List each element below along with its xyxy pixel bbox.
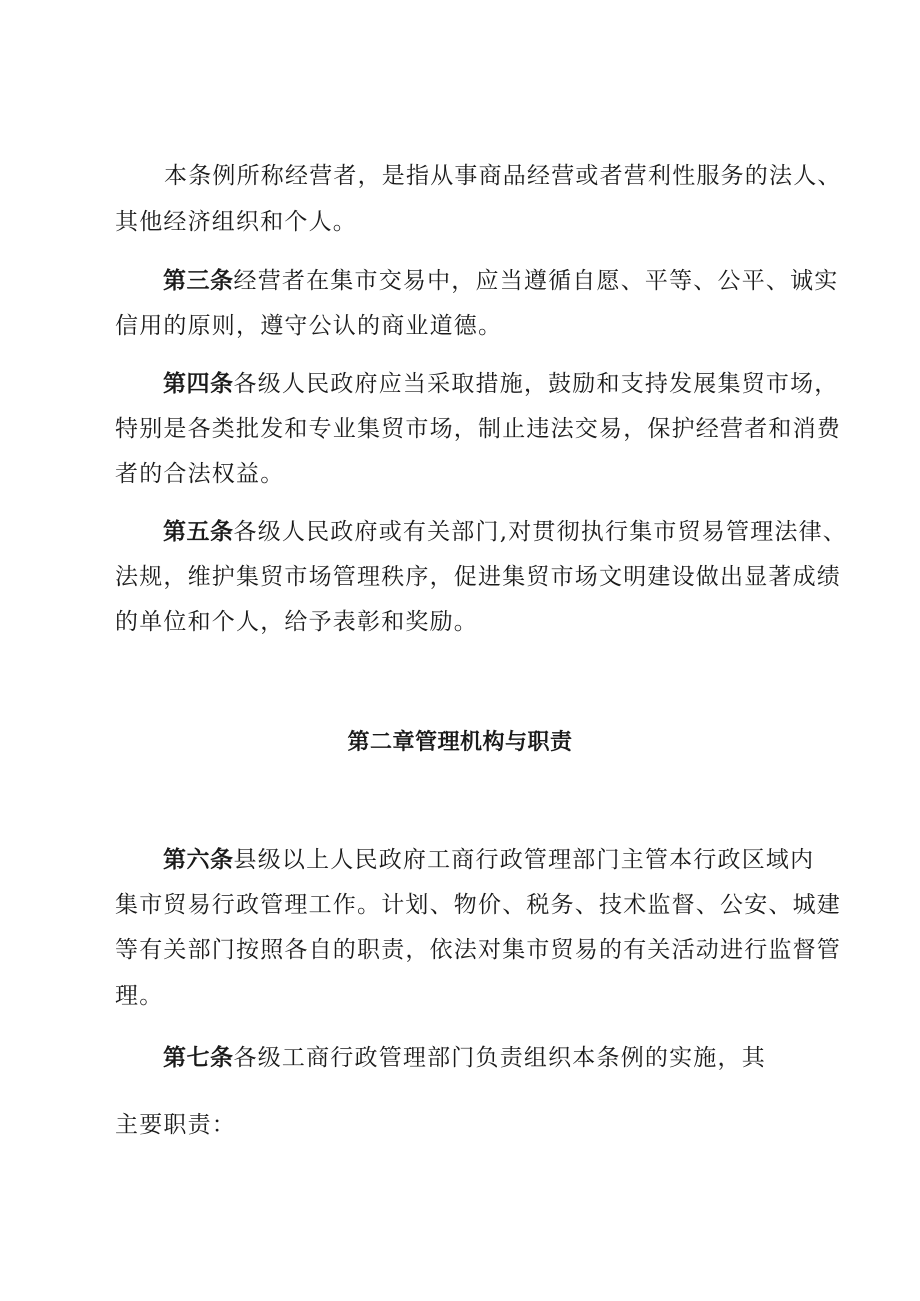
article-7-line2: 主要职责：	[115, 1112, 236, 1138]
article-5-label: 第五条	[163, 519, 234, 545]
article-6-text: 县级以上人民政府工商行政管理部门主管本行政区域内	[233, 847, 815, 873]
article-7-line1	[163, 1043, 766, 1073]
article-3-text: 经营者在集市交易中，应当遵循自愿、平等、公平、诚实	[233, 268, 839, 294]
article-6-line4: 理。	[115, 983, 164, 1009]
article-7-label: 第七条	[163, 1045, 234, 1071]
article-4-line3: 者的合法权益。	[115, 461, 285, 487]
article-4-line2: 特别是各类批发和专业集贸市场，制止违法交易，保护经营者和消费	[115, 416, 841, 442]
article-4-text: 各级人民政府应当采取措施，鼓励和支持发展集贸市场，	[233, 371, 839, 397]
article-4-line1	[163, 369, 839, 399]
article-3-line1	[163, 266, 839, 296]
article-7-text: 各级工商行政管理部门负责组织本条例的实施，其	[233, 1045, 766, 1071]
para1-line1: 本条例所称经营者，是指从事商品经营或者营利性服务的法人、	[164, 163, 842, 189]
article-6-label: 第六条	[163, 847, 234, 873]
para1-line2: 其他经济组织和个人。	[115, 209, 357, 235]
article-3-label: 第三条	[163, 268, 234, 294]
article-4-label: 第四条	[163, 371, 234, 397]
article-6-line2: 集市贸易行政管理工作。计划、物价、税务、技术监督、公安、城建	[115, 892, 841, 918]
chapter-2-heading: 第二章管理机构与职责	[347, 730, 573, 755]
article-3-line2: 信用的原则，遵守公认的商业道德。	[115, 313, 503, 339]
article-5-text: 各级人民政府或有关部门,对贯彻执行集市贸易管理法律、	[233, 519, 848, 545]
article-5-line2: 法规，维护集贸市场管理秩序，促进集贸市场文明建设做出显著成绩	[115, 564, 841, 590]
article-6-line3: 等有关部门按照各自的职责，依法对集市贸易的有关活动进行监督管	[115, 937, 841, 963]
article-5-line1	[163, 517, 847, 547]
article-6-line1	[163, 845, 814, 875]
article-5-line3: 的单位和个人，给予表彰和奖励。	[115, 609, 478, 635]
